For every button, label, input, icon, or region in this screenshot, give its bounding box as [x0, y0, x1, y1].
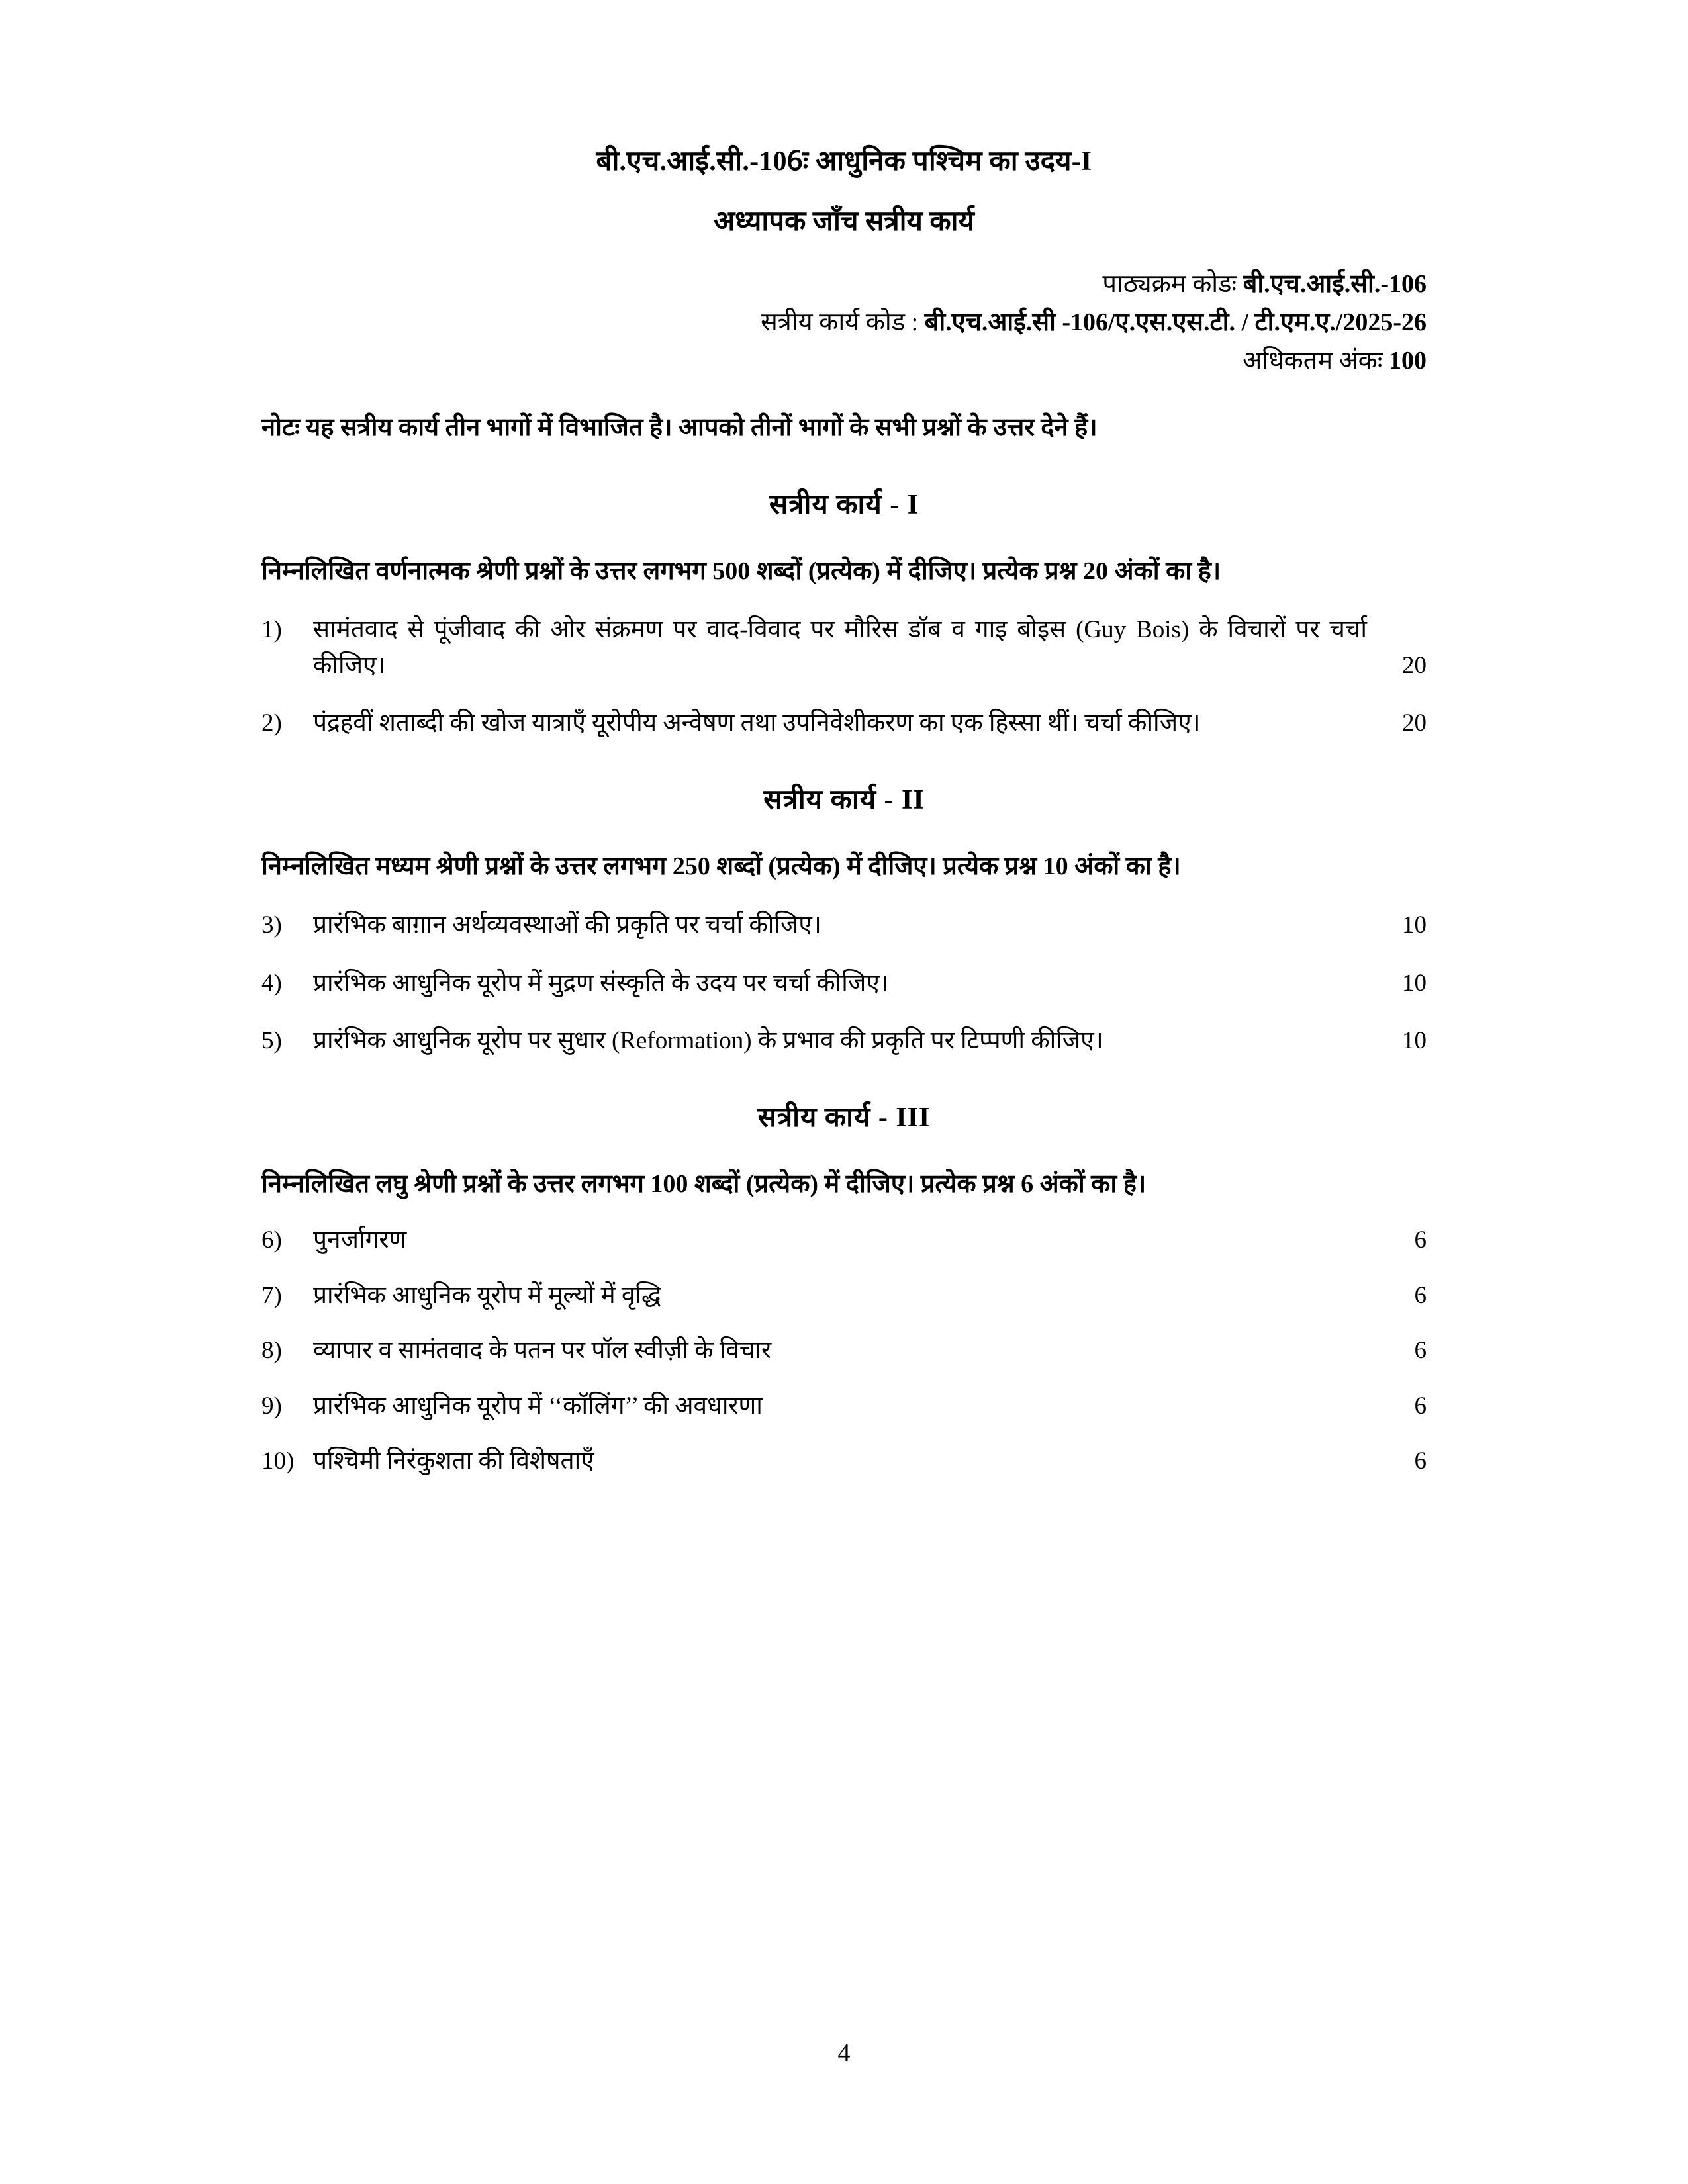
assignment-code-value: बी.एच.आई.सी -106/ए.एस.एस.टी. / टी.एम.ए./2025-26 [924, 308, 1427, 336]
question-body [313, 612, 1367, 683]
page-title: बी.एच.आई.सी.-106ः आधुनिक पश्चिम का उदय-I [596, 146, 1092, 177]
question-number: 2) [261, 709, 282, 737]
question-number: 10) [261, 1447, 295, 1475]
question-marks: 6 [1414, 1392, 1427, 1420]
question-number: 8) [261, 1337, 282, 1365]
page-subtitle: अध्यापक जाँच सत्रीय कार्य [714, 206, 974, 237]
course-meta-block [261, 265, 1427, 380]
question-text: पंद्रहवीं शताब्दी की खोज यात्राएँ यूरोपीय अन्वेषण तथा उपनिवेशीकरण का एक हिस्सा थीं। चर्चा कीजिए। [313, 709, 1201, 737]
question-marks: 10 [1402, 1027, 1427, 1055]
section-instruction-2: निम्नलिखित मध्यम श्रेणी प्रश्नों के उत्तर लगभग 250 शब्दों (प्रत्येक) में दीजिए। प्रत्येक प्रश्न 10 अंकों का है। [261, 852, 1181, 881]
note-text: नोटः यह सत्रीय कार्य तीन भागों में विभाजित है। आपको तीनों भागों के सभी प्रश्नों के उत्तर देने हैं। [261, 414, 1098, 442]
question-body [313, 966, 1367, 1001]
section-heading-1: सत्रीय कार्य - I [769, 490, 919, 521]
question-row [261, 1222, 1427, 1258]
question-body [313, 1388, 1367, 1424]
question-row [261, 1388, 1427, 1424]
question-body [313, 1333, 1367, 1369]
question-body [313, 1443, 1367, 1479]
section-heading-2: सत्रीय कार्य - II [763, 785, 925, 816]
question-body [313, 705, 1367, 741]
question-body [313, 1278, 1367, 1314]
question-text: प्रारंभिक बाग़ान अर्थव्यवस्थाओं की प्रकृति पर चर्चा कीजिए। [313, 911, 821, 939]
question-row [261, 1023, 1427, 1059]
question-row [261, 1278, 1427, 1314]
question-number: 5) [261, 1027, 282, 1055]
question-list-3 [261, 1222, 1427, 1479]
question-text: व्यापार व सामंतवाद के पतन पर पॉल स्वीज़ी के विचार [313, 1337, 772, 1365]
question-number: 4) [261, 969, 282, 997]
section-instruction-1: निम्नलिखित वर्णनात्मक श्रेणी प्रश्नों के उत्तर लगभग 500 शब्दों (प्रत्येक) में दीजिए। प्रत्येक प्रश्न 20 अंकों का है। [261, 557, 1221, 586]
document-content [261, 0, 1427, 1479]
question-body [313, 1023, 1367, 1059]
question-number: 7) [261, 1281, 282, 1309]
question-number: 3) [261, 911, 282, 939]
max-marks-value: 100 [1389, 346, 1427, 375]
section-instruction-3: निम्नलिखित लघु श्रेणी प्रश्नों के उत्तर लगभग 100 शब्दों (प्रत्येक) में दीजिए। प्रत्येक प्रश्न 6 अंकों का है। [261, 1169, 1147, 1198]
assignment-code-line [261, 304, 1427, 342]
question-marks: 6 [1414, 1447, 1427, 1475]
question-marks: 6 [1414, 1281, 1427, 1309]
course-code-label: पाठ्यक्रम कोडः [1102, 270, 1243, 298]
course-code-line [261, 265, 1427, 304]
page-number: 4 [837, 2039, 851, 2067]
question-row [261, 1443, 1427, 1479]
question-text: प्रारंभिक आधुनिक यूरोप पर सुधार (Reformation) के प्रभाव की प्रकृति पर टिप्पणी कीजिए। [313, 1027, 1103, 1055]
question-marks: 6 [1414, 1337, 1427, 1365]
max-marks-line [261, 342, 1427, 381]
assignment-code-label: सत्रीय कार्य कोड : [761, 308, 925, 336]
question-number: 1) [261, 616, 282, 644]
question-text: पुनर्जागरण [313, 1226, 407, 1253]
question-row [261, 705, 1427, 741]
question-marks: 10 [1402, 969, 1427, 997]
question-row [261, 907, 1427, 943]
question-text: सामंतवाद से पूंजीवाद की ओर संक्रमण पर वाद-विवाद पर मौरिस डॉब व गाइ बोइस (Guy Bois) के विचारों पर चर्चा कीजिए। [313, 616, 1367, 679]
course-code-value: बी.एच.आई.सी.-106 [1243, 270, 1427, 298]
question-marks: 20 [1402, 651, 1427, 679]
section-heading-3: सत्रीय कार्य - III [757, 1102, 931, 1133]
question-list-2 [261, 907, 1427, 1059]
question-body [313, 907, 1367, 943]
question-text: प्रारंभिक आधुनिक यूरोप में मूल्यों में वृद्धि [313, 1281, 661, 1309]
question-text: पश्चिमी निरंकुशता की विशेषताएँ [313, 1447, 594, 1475]
question-marks: 6 [1414, 1226, 1427, 1253]
question-row [261, 612, 1427, 683]
question-row [261, 966, 1427, 1001]
question-row [261, 1333, 1427, 1369]
question-marks: 10 [1402, 911, 1427, 939]
question-body [313, 1222, 1367, 1258]
max-marks-label: अधिकतम अंकः [1243, 346, 1389, 375]
question-text: प्रारंभिक आधुनिक यूरोप में मुद्रण संस्कृति के उदय पर चर्चा कीजिए। [313, 969, 889, 997]
question-number: 6) [261, 1226, 282, 1253]
question-number: 9) [261, 1392, 282, 1420]
question-text: प्रारंभिक आधुनिक यूरोप में ‘‘कॉलिंग’’ की अवधारणा [313, 1392, 763, 1420]
question-marks: 20 [1402, 709, 1427, 737]
question-list-1 [261, 612, 1427, 741]
